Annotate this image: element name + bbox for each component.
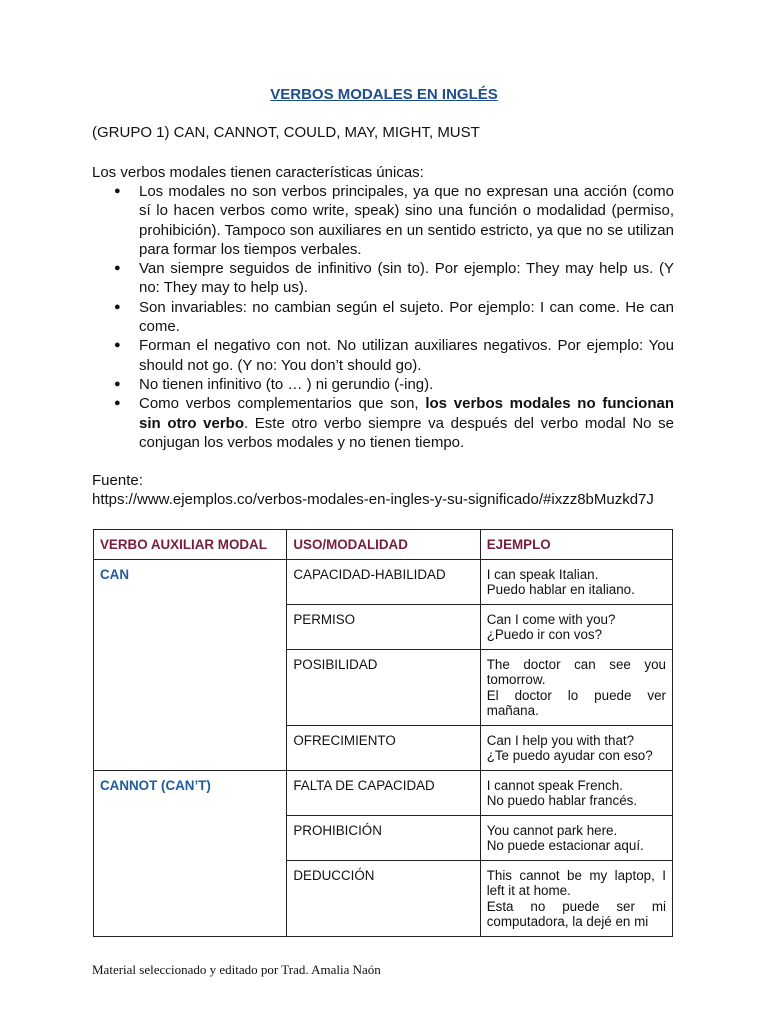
- intro-text: Los verbos modales tienen características únicas:: [92, 164, 424, 181]
- example-cell: Can I come with you? ¿Puedo ir con vos?: [480, 604, 672, 649]
- use-cell: CAPACIDAD-HABILIDAD: [287, 559, 480, 604]
- feature-text: Como verbos complementarios que son,: [139, 395, 426, 413]
- source-link[interactable]: https://www.ejemplos.co/verbos-modales-en-ingles-y-su-significado/#ixzz8bMuzkd7J: [92, 491, 654, 508]
- use-cell: OFRECIMIENTO: [287, 725, 480, 770]
- page-title: VERBOS MODALES EN INGLÉS: [270, 86, 498, 103]
- table-header-row: [94, 530, 673, 560]
- example-cell: Can I help you with that? ¿Te puedo ayudar con eso?: [480, 725, 672, 770]
- feature-text: Forman el negativo con not. No utilizan auxiliares negativos. Por ejemplo: You should not go. (Y no: You don’t should go).: [139, 337, 674, 374]
- footer-credit: Material seleccionado y editado por Trad. Amalia Naón: [92, 962, 381, 977]
- source-label: Fuente:: [92, 472, 143, 489]
- table-row: [94, 559, 673, 604]
- list-item: [92, 298, 674, 337]
- example-cell: This cannot be my laptop, I left it at home. Esta no puede ser mi computadora, la dejé en mi: [480, 860, 672, 936]
- list-item: [92, 394, 674, 452]
- header-verb: VERBO AUXILIAR MODAL: [94, 530, 287, 560]
- use-cell: DEDUCCIÓN: [287, 860, 480, 936]
- list-item: [92, 259, 674, 298]
- header-example: EJEMPLO: [480, 530, 672, 560]
- example-cell: I cannot speak French. No puedo hablar francés.: [480, 770, 672, 815]
- feature-text: Los modales no son verbos principales, ya que no expresan una acción (como sí lo hacen verbos como write, speak) sino una función o modalidad (permiso, prohibición). Tampoco son auxiliares en un sentido estricto, ya que no se utilizan para formar los tiempos verbales.: [139, 183, 674, 258]
- feature-bold-text: los verbos modales no funcionan sin otro verbo: [139, 395, 675, 432]
- example-cell: You cannot park here. No puede estacionar aquí.: [480, 815, 672, 860]
- features-list: [92, 182, 674, 452]
- table-row: [94, 770, 673, 815]
- use-cell: PERMISO: [287, 604, 480, 649]
- example-cell: I can speak Italian. Puedo hablar en italiano.: [480, 559, 672, 604]
- feature-text: . Este otro verbo siempre va después del verbo modal No se conjugan los verbos modales y no tienen tiempo.: [139, 414, 674, 451]
- list-item: [92, 375, 674, 394]
- use-cell: PROHIBICIÓN: [287, 815, 480, 860]
- example-cell: The doctor can see you tomorrow. El doctor lo puede ver mañana.: [480, 649, 672, 725]
- verb-cell: CAN: [94, 559, 287, 770]
- feature-text: No tienen infinitivo (to … ) ni gerundio (-ing).: [139, 375, 434, 393]
- list-item: [92, 182, 674, 259]
- feature-text: Son invariables: no cambian según el sujeto. Por ejemplo: I can come. He can come.: [139, 298, 674, 336]
- use-cell: FALTA DE CAPACIDAD: [287, 770, 480, 815]
- header-use: USO/MODALIDAD: [287, 530, 480, 560]
- modal-verbs-table: [93, 529, 673, 937]
- list-item: [92, 336, 674, 375]
- feature-text: Van siempre seguidos de infinitivo (sin to). Por ejemplo: They may help us. (Y no: They may to help us).: [139, 260, 674, 297]
- use-cell: POSIBILIDAD: [287, 649, 480, 725]
- group-heading: (GRUPO 1) CAN, CANNOT, COULD, MAY, MIGHT, MUST: [92, 124, 480, 141]
- verb-cell: CANNOT (CAN’T): [94, 770, 287, 936]
